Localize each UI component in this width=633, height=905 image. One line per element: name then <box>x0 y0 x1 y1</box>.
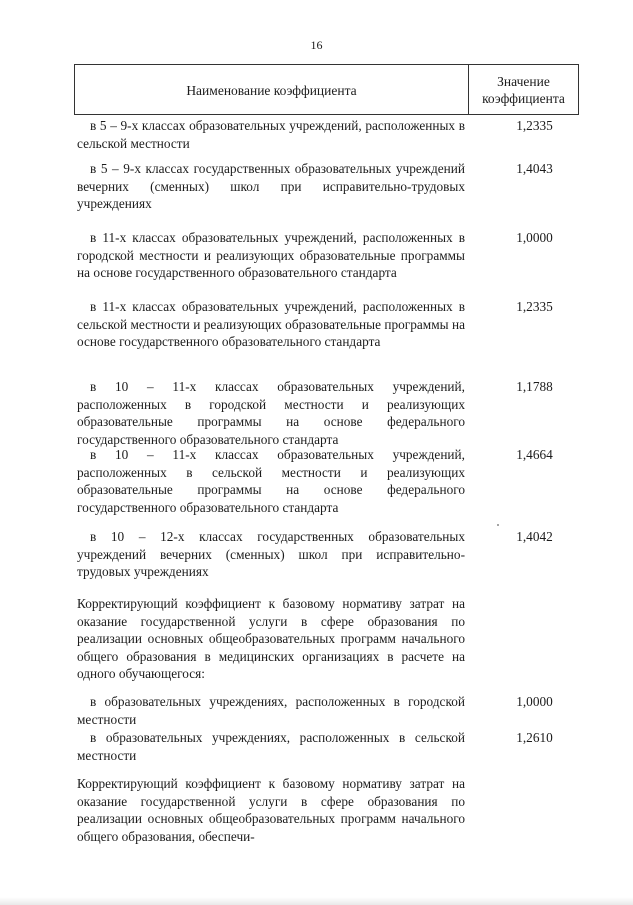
coefficient-value: 1,2610 <box>516 730 553 745</box>
coefficient-section-heading: Корректирующий коэффициент к базовому нормативу затрат на оказание государственной услуги в сфере образования по реализации основных общеобразовательных программ начального общего образования, обеспечи- <box>77 776 465 844</box>
coefficient-name: в 10 – 12-х классах государственных образовательных учреждений вечерних (сменных) школ при исправительно-трудовых учреждениях <box>77 529 465 580</box>
table-header <box>74 64 579 115</box>
header-value-line1: Значение <box>497 73 550 89</box>
coefficient-name: в образовательных учреждениях, расположенных в сельской местности <box>77 730 465 763</box>
table-row <box>74 729 579 764</box>
table-row <box>74 595 579 683</box>
coefficient-value: 1,4664 <box>516 447 553 462</box>
table-row <box>74 446 579 516</box>
coefficient-name: в образовательных учреждениях, расположенных в городской местности <box>77 694 465 727</box>
page-number: 16 <box>310 38 323 52</box>
table-row <box>74 775 579 845</box>
coefficient-value: 1,4042 <box>516 529 553 544</box>
coefficient-value: 1,1788 <box>516 379 553 394</box>
coefficient-name: в 5 – 9-х классах государственных образовательных учреждений вечерних (сменных) школ при исправительно-трудовых учреждениях <box>77 161 465 212</box>
coefficient-name: в 5 – 9-х классах образовательных учреждений, расположенных в сельской местности <box>77 118 465 151</box>
coefficient-value <box>465 595 579 683</box>
coefficient-name: в 10 – 11-х классах образовательных учреждений, расположенных в сельской местности и реализующих образовательные программы на основе федерального государственного образовательного стандарта <box>77 447 465 515</box>
coefficient-name: в 10 – 11-х классах образовательных учреждений, расположенных в городской местности и реализующих образовательные программы на основе федерального государственного образовательного стандарта <box>77 379 465 447</box>
table-row <box>74 229 579 282</box>
coefficient-value <box>465 775 579 845</box>
coefficient-value: 1,0000 <box>516 694 553 709</box>
header-coefficient-value <box>469 65 578 114</box>
coefficient-name: в 11-х классах образовательных учреждений, расположенных в городской местности и реализующих образовательные программы на основе государственного образовательного стандарта <box>77 230 465 281</box>
table-row <box>74 160 579 213</box>
scan-bottom-edge <box>0 897 633 905</box>
coefficients-table <box>74 64 579 844</box>
coefficient-value: 1,4043 <box>516 161 553 176</box>
coefficient-section-heading: Корректирующий коэффициент к базовому нормативу затрат на оказание государственной услуги в сфере образования по реализации основных общеобразовательных программ начального общего образования в медицинских организациях в расчете на одного обучающегося: <box>77 596 465 682</box>
coefficient-name: в 11-х классах образовательных учреждений, расположенных в сельской местности и реализующих образовательные программы на основе государственного образовательного стандарта <box>77 299 465 350</box>
coefficient-value: 1,2335 <box>516 118 553 133</box>
table-row <box>74 117 579 152</box>
table-row <box>74 298 579 351</box>
header-value-line2: коэффициента <box>482 90 565 106</box>
header-coefficient-name: Наименование коэффициента <box>75 65 469 114</box>
table-row <box>74 528 579 581</box>
table-row <box>74 378 579 448</box>
table-row <box>74 693 579 728</box>
coefficient-value: 1,0000 <box>516 230 553 245</box>
scan-speck <box>497 524 499 526</box>
coefficient-value: 1,2335 <box>516 299 553 314</box>
